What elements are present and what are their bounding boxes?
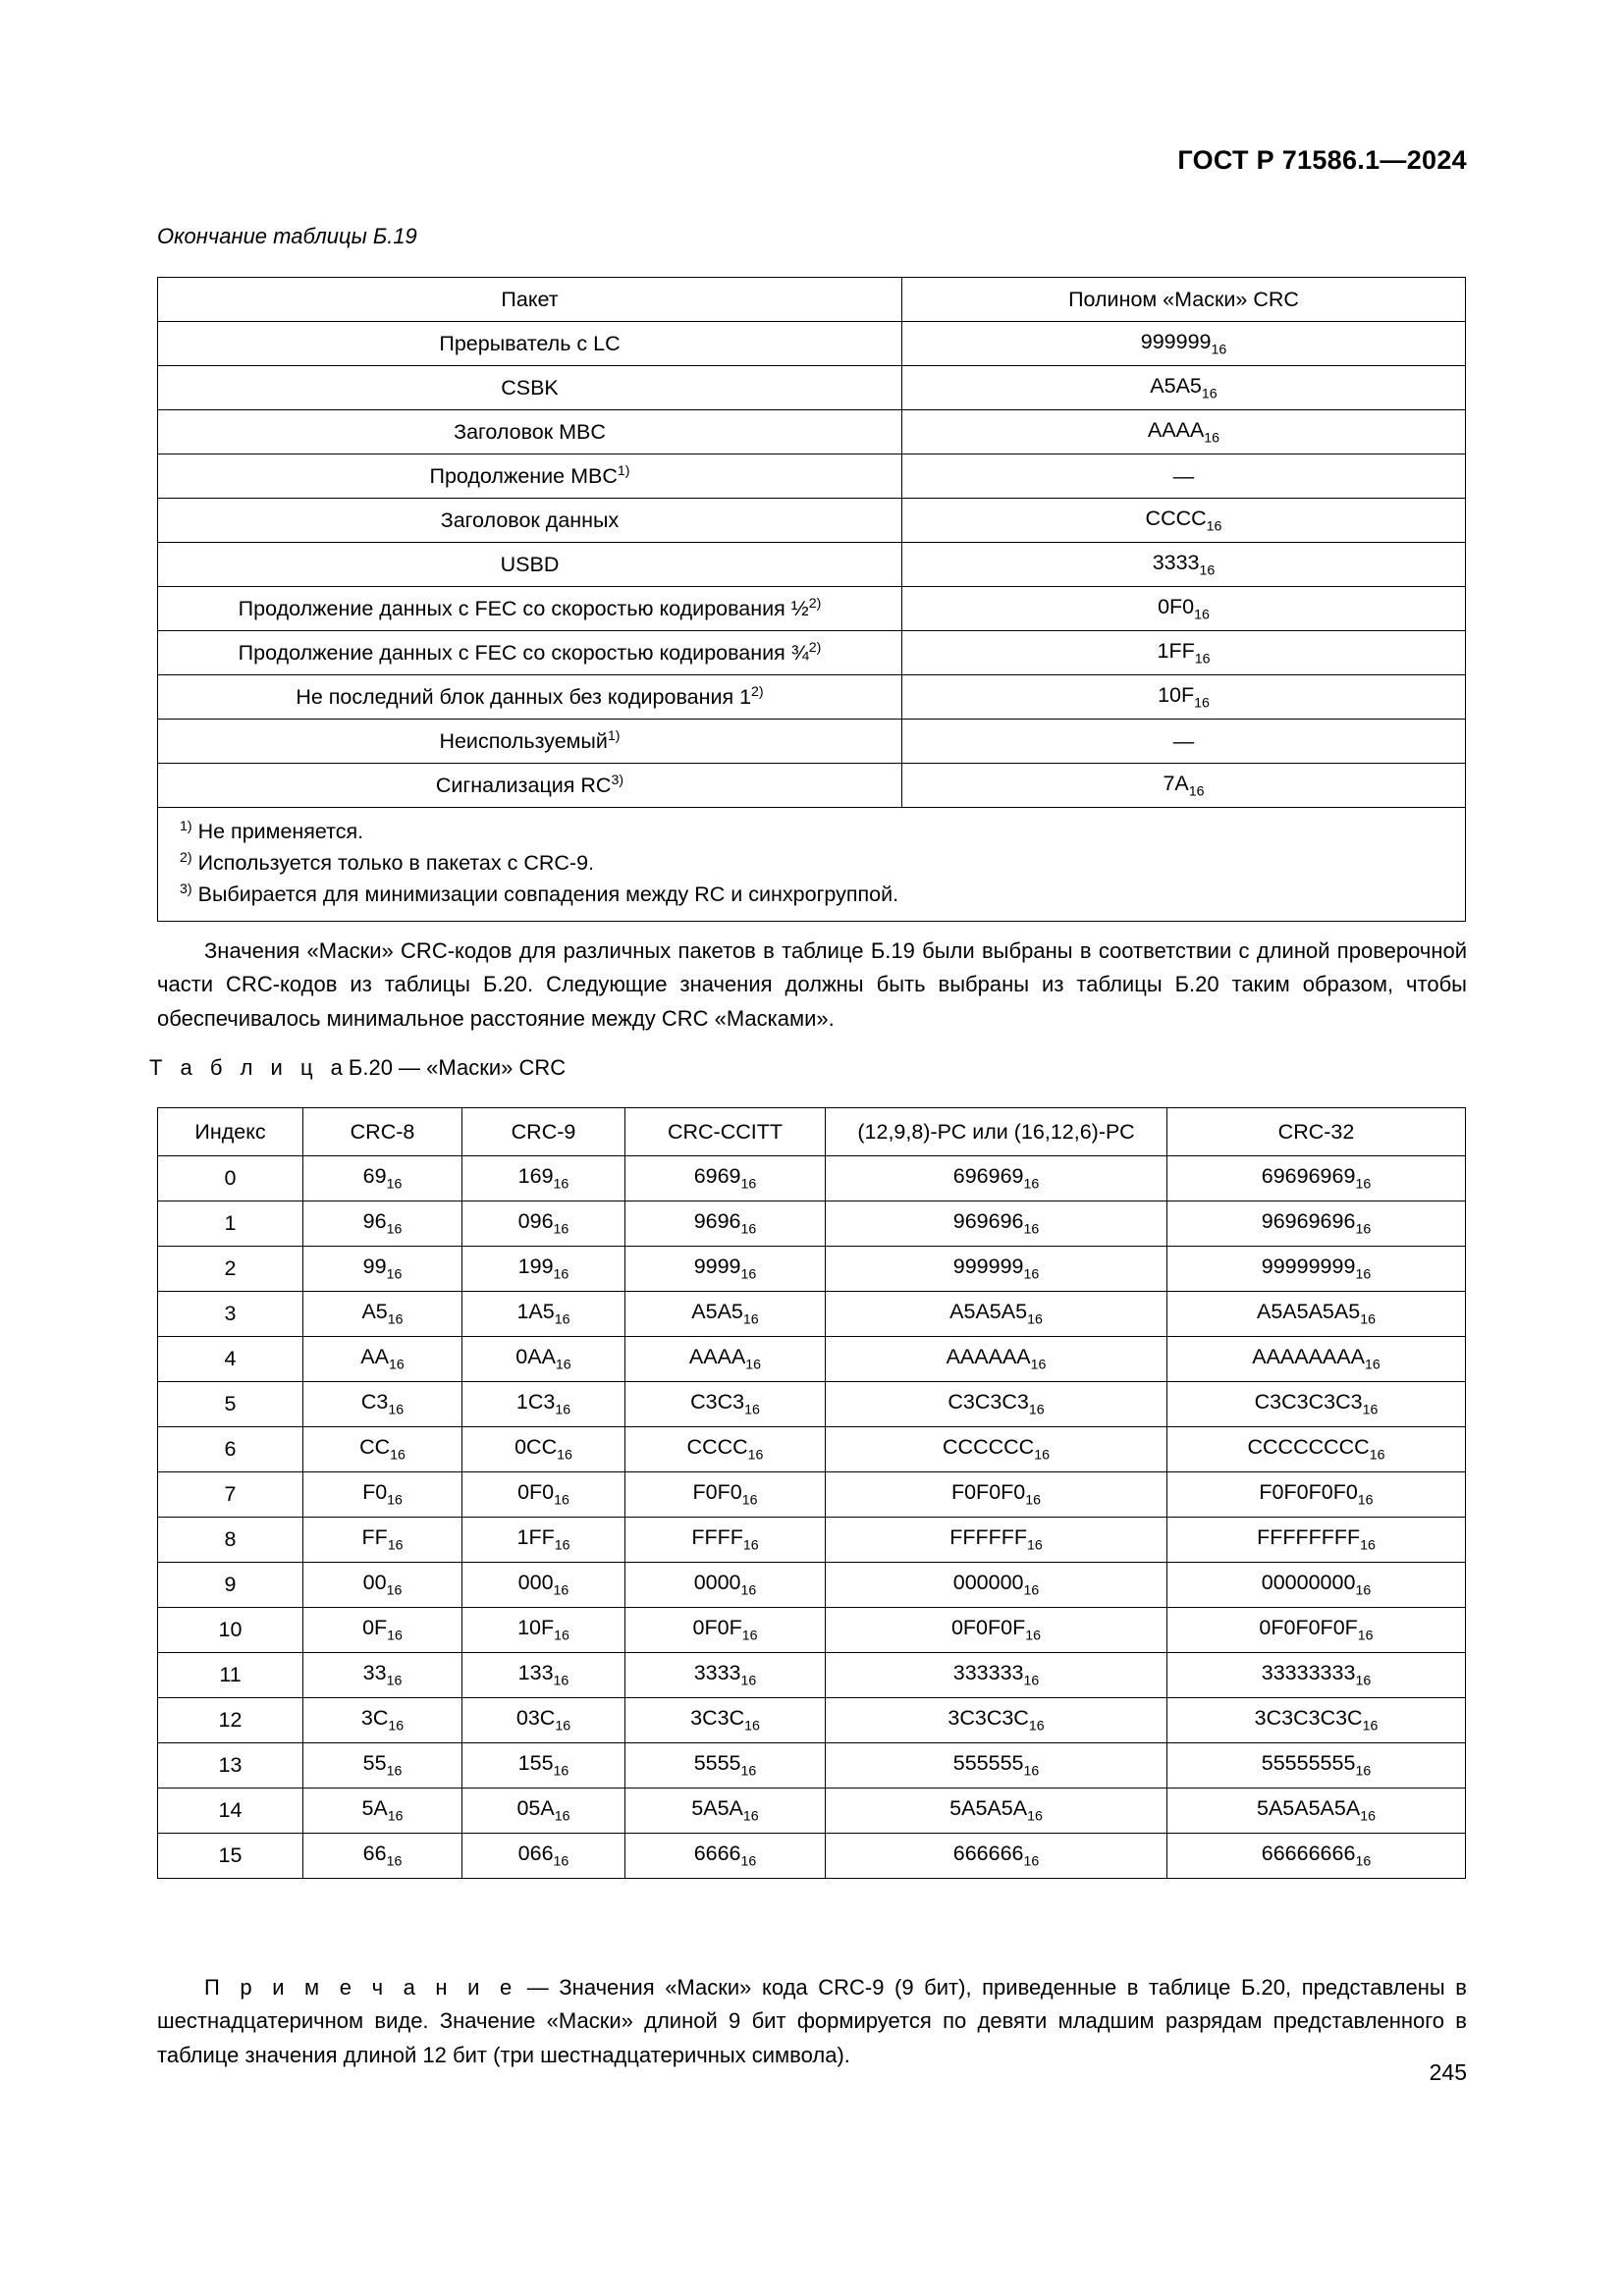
cell-index: 3 bbox=[158, 1292, 303, 1337]
header-crc32: CRC-32 bbox=[1167, 1108, 1466, 1156]
radix-subscript: 16 bbox=[554, 1492, 569, 1509]
radix-subscript: 16 bbox=[1206, 518, 1222, 535]
footnote-line: $^{1)}$ Не применяется. bbox=[180, 819, 364, 844]
cell-pc: $C3C3C3_{16}$ bbox=[826, 1382, 1167, 1427]
cell-crc8: $99_{16}$ bbox=[303, 1247, 462, 1292]
cell-packet: Неиспользуемый$^{1)}$ bbox=[158, 720, 902, 764]
radix-subscript: 16 bbox=[1023, 1266, 1040, 1283]
cell-pc: $A5A5A5_{16}$ bbox=[826, 1292, 1167, 1337]
table-b19-caption: Окончание таблицы Б.19 bbox=[157, 224, 417, 248]
cell-ccitt: $AAAA_{16}$ bbox=[625, 1337, 826, 1382]
radix-subscript: 16 bbox=[387, 1808, 404, 1825]
cell-ccitt: $9999_{16}$ bbox=[625, 1247, 826, 1292]
radix-subscript: 16 bbox=[1028, 1718, 1045, 1735]
radix-subscript: 16 bbox=[1188, 783, 1205, 800]
radix-subscript: 16 bbox=[744, 1402, 760, 1418]
cell-index: 13 bbox=[158, 1743, 303, 1789]
footnote-marker: 1) bbox=[180, 819, 192, 834]
cell-crc9: $1FF_{16}$ bbox=[462, 1518, 625, 1563]
cell-ccitt: $F0F0_{16}$ bbox=[625, 1472, 826, 1518]
radix-subscript: 16 bbox=[1034, 1447, 1050, 1464]
cell-index: 6 bbox=[158, 1427, 303, 1472]
cell-index: 11 bbox=[158, 1653, 303, 1698]
cell-crc32: $AAAAAAAA_{16}$ bbox=[1167, 1337, 1466, 1382]
radix-subscript: 16 bbox=[1023, 1582, 1040, 1599]
radix-subscript: 16 bbox=[1204, 430, 1220, 447]
radix-subscript: 16 bbox=[1023, 1673, 1040, 1689]
footnote-marker: 2) bbox=[808, 595, 822, 612]
radix-subscript: 16 bbox=[386, 1582, 403, 1599]
cell-crc9: $155_{16}$ bbox=[462, 1743, 625, 1789]
cell-crc9: $1C3_{16}$ bbox=[462, 1382, 625, 1427]
radix-subscript: 16 bbox=[555, 1402, 571, 1418]
table-row bbox=[158, 764, 1466, 808]
radix-subscript: 16 bbox=[741, 1492, 758, 1509]
table-row bbox=[158, 410, 1466, 454]
cell-pc: $FFFFFF_{16}$ bbox=[826, 1518, 1167, 1563]
cell-crc9: $10F_{16}$ bbox=[462, 1608, 625, 1653]
cell-polynomial: $CCCC_{16}$ bbox=[902, 499, 1466, 543]
cell-ccitt: $6969_{16}$ bbox=[625, 1156, 826, 1201]
cell-crc9: $199_{16}$ bbox=[462, 1247, 625, 1292]
table-row bbox=[158, 454, 1466, 499]
cell-packet: USBD bbox=[158, 543, 902, 587]
radix-subscript: 16 bbox=[1025, 1492, 1042, 1509]
cell-ccitt: $0F0F_{16}$ bbox=[625, 1608, 826, 1653]
cell-crc9: $0AA_{16}$ bbox=[462, 1337, 625, 1382]
radix-subscript: 16 bbox=[553, 1763, 569, 1780]
radix-subscript: 16 bbox=[553, 1673, 569, 1689]
radix-subscript: 16 bbox=[740, 1673, 757, 1689]
cell-pc: $AAAAAA_{16}$ bbox=[826, 1337, 1167, 1382]
radix-subscript: 16 bbox=[1023, 1221, 1040, 1238]
header-polynomial: Полином «Маски» CRC bbox=[902, 278, 1466, 322]
radix-subscript: 16 bbox=[553, 1853, 569, 1870]
cell-crc9: $05A_{16}$ bbox=[462, 1789, 625, 1834]
cell-index: 9 bbox=[158, 1563, 303, 1608]
radix-subscript: 16 bbox=[553, 1176, 569, 1193]
cell-ccitt: $FFFF_{16}$ bbox=[625, 1518, 826, 1563]
cell-crc32: $66666666_{16}$ bbox=[1167, 1834, 1466, 1879]
cell-ccitt: $9696_{16}$ bbox=[625, 1201, 826, 1247]
radix-subscript: 16 bbox=[387, 1537, 404, 1554]
cell-index: 7 bbox=[158, 1472, 303, 1518]
cell-pc: $696969_{16}$ bbox=[826, 1156, 1167, 1201]
cell-crc32: $C3C3C3C3_{16}$ bbox=[1167, 1382, 1466, 1427]
table-b19 bbox=[157, 277, 1466, 922]
table-row bbox=[158, 1834, 1466, 1879]
standard-header: ГОСТ Р 71586.1—2024 bbox=[1177, 145, 1467, 175]
table-row bbox=[158, 543, 1466, 587]
footnote-marker: 2) bbox=[180, 849, 192, 866]
cell-ccitt: $5A5A_{16}$ bbox=[625, 1789, 826, 1834]
radix-subscript: 16 bbox=[1194, 607, 1210, 623]
radix-subscript: 16 bbox=[1360, 1537, 1376, 1554]
table-row bbox=[158, 587, 1466, 631]
footnote-marker: 3) bbox=[180, 881, 192, 897]
radix-subscript: 16 bbox=[1360, 1808, 1376, 1825]
header-crc9: CRC-9 bbox=[462, 1108, 625, 1156]
radix-subscript: 16 bbox=[386, 1221, 403, 1238]
cell-packet: Продолжение данных с FEC со скоростью кодирования ¾$^{2)}$ bbox=[158, 631, 902, 675]
cell-crc32: $FFFFFFFF_{16}$ bbox=[1167, 1518, 1466, 1563]
cell-packet: Сигнализация RC$^{3)}$ bbox=[158, 764, 902, 808]
table-row bbox=[158, 1472, 1466, 1518]
footnote-marker: 3) bbox=[611, 772, 624, 788]
table-row bbox=[158, 322, 1466, 366]
cell-crc32: $99999999_{16}$ bbox=[1167, 1247, 1466, 1292]
cell-crc8: $66_{16}$ bbox=[303, 1834, 462, 1879]
cell-pc: $3C3C3C_{16}$ bbox=[826, 1698, 1167, 1743]
footnote-line: $^{2)}$ Используется только в пакетах с CRC-9. bbox=[180, 849, 594, 875]
table-row bbox=[158, 1698, 1466, 1743]
radix-subscript: 16 bbox=[1027, 1537, 1043, 1554]
radix-subscript: 16 bbox=[553, 1266, 569, 1283]
cell-crc8: $CC_{16}$ bbox=[303, 1427, 462, 1472]
radix-subscript: 16 bbox=[1369, 1447, 1385, 1464]
radix-subscript: 16 bbox=[386, 1763, 403, 1780]
cell-crc9: $03C_{16}$ bbox=[462, 1698, 625, 1743]
radix-subscript: 16 bbox=[554, 1537, 570, 1554]
table-row bbox=[158, 675, 1466, 720]
radix-subscript: 16 bbox=[386, 1853, 403, 1870]
cell-crc32: $96969696_{16}$ bbox=[1167, 1201, 1466, 1247]
cell-crc8: $00_{16}$ bbox=[303, 1563, 462, 1608]
note-label: П р и м е ч а н и е bbox=[204, 1975, 517, 2000]
radix-subscript: 16 bbox=[387, 1311, 404, 1328]
radix-subscript: 16 bbox=[1357, 1492, 1374, 1509]
cell-crc9: $066_{16}$ bbox=[462, 1834, 625, 1879]
cell-crc8: $A5_{16}$ bbox=[303, 1292, 462, 1337]
cell-ccitt: $3C3C_{16}$ bbox=[625, 1698, 826, 1743]
table-row bbox=[158, 1789, 1466, 1834]
cell-ccitt: $C3C3_{16}$ bbox=[625, 1382, 826, 1427]
table-b20 bbox=[157, 1107, 1466, 1879]
radix-subscript: 16 bbox=[1355, 1853, 1372, 1870]
radix-subscript: 16 bbox=[553, 1221, 569, 1238]
radix-subscript: 16 bbox=[1355, 1673, 1372, 1689]
cell-ccitt: $3333_{16}$ bbox=[625, 1653, 826, 1698]
cell-crc8: $F0_{16}$ bbox=[303, 1472, 462, 1518]
cell-index: 1 bbox=[158, 1201, 303, 1247]
radix-subscript: 16 bbox=[555, 1357, 571, 1373]
radix-subscript: 16 bbox=[1211, 342, 1227, 358]
radix-subscript: 16 bbox=[1362, 1402, 1379, 1418]
cell-crc32: $5A5A5A5A_{16}$ bbox=[1167, 1789, 1466, 1834]
radix-subscript: 16 bbox=[555, 1718, 571, 1735]
cell-crc32: $55555555_{16}$ bbox=[1167, 1743, 1466, 1789]
table-row bbox=[158, 631, 1466, 675]
table-b20-caption bbox=[149, 1055, 566, 1081]
cell-ccitt: $CCCC_{16}$ bbox=[625, 1427, 826, 1472]
radix-subscript: 16 bbox=[1194, 651, 1211, 667]
header-packet: Пакет bbox=[158, 278, 902, 322]
cell-crc32: $0F0F0F0F_{16}$ bbox=[1167, 1608, 1466, 1653]
radix-subscript: 16 bbox=[747, 1447, 764, 1464]
cell-packet: Заголовок MBC bbox=[158, 410, 902, 454]
radix-subscript: 16 bbox=[1355, 1266, 1372, 1283]
cell-pc: $CCCCCC_{16}$ bbox=[826, 1427, 1167, 1472]
cell-polynomial: — bbox=[902, 454, 1466, 499]
cell-polynomial: $AAAA_{16}$ bbox=[902, 410, 1466, 454]
radix-subscript: 16 bbox=[388, 1718, 405, 1735]
cell-ccitt: $A5A5_{16}$ bbox=[625, 1292, 826, 1337]
cell-crc9: $1A5_{16}$ bbox=[462, 1292, 625, 1337]
radix-subscript: 16 bbox=[386, 1673, 403, 1689]
radix-subscript: 16 bbox=[1355, 1176, 1372, 1193]
radix-subscript: 16 bbox=[742, 1537, 759, 1554]
table-header-row bbox=[158, 278, 1466, 322]
cell-polynomial: — bbox=[902, 720, 1466, 764]
page-number: 245 bbox=[1429, 2059, 1467, 2085]
cell-index: 15 bbox=[158, 1834, 303, 1879]
cell-crc9: $0F0_{16}$ bbox=[462, 1472, 625, 1518]
cell-crc8: $0F_{16}$ bbox=[303, 1608, 462, 1653]
table-row bbox=[158, 499, 1466, 543]
cell-crc8: $3C_{16}$ bbox=[303, 1698, 462, 1743]
radix-subscript: 16 bbox=[1023, 1176, 1040, 1193]
header-pc: (12,9,8)-РС или (16,12,6)-РС bbox=[826, 1108, 1167, 1156]
radix-subscript: 16 bbox=[1030, 1357, 1047, 1373]
cell-polynomial: $A5A5_{16}$ bbox=[902, 366, 1466, 410]
radix-subscript: 16 bbox=[1360, 1311, 1376, 1328]
cell-index: 12 bbox=[158, 1698, 303, 1743]
radix-subscript: 16 bbox=[1028, 1402, 1045, 1418]
table-row bbox=[158, 366, 1466, 410]
radix-subscript: 16 bbox=[1027, 1311, 1043, 1328]
table-row bbox=[158, 1337, 1466, 1382]
cell-pc: $969696_{16}$ bbox=[826, 1201, 1167, 1247]
radix-subscript: 16 bbox=[740, 1763, 757, 1780]
cell-packet: Прерыватель с LC bbox=[158, 322, 902, 366]
cell-crc32: $69696969_{16}$ bbox=[1167, 1156, 1466, 1201]
radix-subscript: 16 bbox=[1027, 1808, 1043, 1825]
header-index: Индекс bbox=[158, 1108, 303, 1156]
cell-crc8: $5A_{16}$ bbox=[303, 1789, 462, 1834]
cell-crc9: $169_{16}$ bbox=[462, 1156, 625, 1201]
radix-subscript: 16 bbox=[387, 1492, 403, 1509]
radix-subscript: 16 bbox=[1362, 1718, 1379, 1735]
cell-packet: Продолжение данных с FEC со скоростью кодирования ½$^{2)}$ bbox=[158, 587, 902, 631]
cell-crc8: $AA_{16}$ bbox=[303, 1337, 462, 1382]
cell-crc32: $33333333_{16}$ bbox=[1167, 1653, 1466, 1698]
table-row bbox=[158, 1156, 1466, 1201]
radix-subscript: 16 bbox=[1355, 1582, 1372, 1599]
cell-index: 2 bbox=[158, 1247, 303, 1292]
radix-subscript: 16 bbox=[386, 1176, 403, 1193]
paragraph-after-b19: Значения «Маски» CRC-кодов для различных пакетов в таблице Б.19 были выбраны в соответствии с длиной проверочной части CRC-кодов из таблицы Б.20. Следующие значения должны быть выбраны из таблицы Б.20 таким образом, чтобы обеспечивалось минимальное расстояние между CRC «Масками». bbox=[157, 938, 1467, 1031]
table-header-row bbox=[158, 1108, 1466, 1156]
radix-subscript: 16 bbox=[740, 1266, 757, 1283]
table-row bbox=[158, 720, 1466, 764]
cell-polynomial: $999999_{16}$ bbox=[902, 322, 1466, 366]
table-footnotes-row bbox=[158, 808, 1466, 922]
cell-crc9: $133_{16}$ bbox=[462, 1653, 625, 1698]
cell-crc8: $FF_{16}$ bbox=[303, 1518, 462, 1563]
cell-polynomial: $1FF_{16}$ bbox=[902, 631, 1466, 675]
radix-subscript: 16 bbox=[740, 1176, 757, 1193]
radix-subscript: 16 bbox=[742, 1808, 759, 1825]
cell-crc8: $33_{16}$ bbox=[303, 1653, 462, 1698]
radix-subscript: 16 bbox=[741, 1628, 758, 1644]
cell-pc: $F0F0F0_{16}$ bbox=[826, 1472, 1167, 1518]
table-b19-footnotes bbox=[158, 808, 1466, 922]
table-row bbox=[158, 1247, 1466, 1292]
cell-index: 4 bbox=[158, 1337, 303, 1382]
table-b20-caption-label: Т а б л и ц а bbox=[149, 1055, 349, 1080]
radix-subscript: 16 bbox=[742, 1311, 759, 1328]
radix-subscript: 16 bbox=[1199, 562, 1216, 579]
radix-subscript: 16 bbox=[1023, 1853, 1040, 1870]
table-row bbox=[158, 1563, 1466, 1608]
radix-subscript: 16 bbox=[388, 1402, 405, 1418]
header-ccitt: CRC-CCITT bbox=[625, 1108, 826, 1156]
radix-subscript: 16 bbox=[1023, 1763, 1040, 1780]
radix-subscript: 16 bbox=[740, 1853, 757, 1870]
cell-packet: Заголовок данных bbox=[158, 499, 902, 543]
cell-crc9: $000_{16}$ bbox=[462, 1563, 625, 1608]
radix-subscript: 16 bbox=[1355, 1763, 1372, 1780]
radix-subscript: 16 bbox=[390, 1447, 406, 1464]
cell-crc32: $A5A5A5A5_{16}$ bbox=[1167, 1292, 1466, 1337]
table-row bbox=[158, 1201, 1466, 1247]
table-row bbox=[158, 1608, 1466, 1653]
note-text: — Значения «Маски» кода CRC-9 (9 бит), приведенные в таблице Б.20, представлены в шестнадцатеричном виде. Значение «Маски» длиной 9 бит формируется по девяти младшим разрядам представленного в таблице значения длиной 12 бит (три шестнадцатеричных символа). bbox=[157, 1975, 1467, 2067]
radix-subscript: 16 bbox=[744, 1718, 760, 1735]
cell-crc8: $69_{16}$ bbox=[303, 1156, 462, 1201]
footnote-line: $^{3)}$ Выбирается для минимизации совпадения между RC и синхрогруппой. bbox=[180, 881, 899, 906]
footnote-marker: 2) bbox=[751, 683, 764, 700]
cell-polynomial: $0F0_{16}$ bbox=[902, 587, 1466, 631]
cell-crc8: $C3_{16}$ bbox=[303, 1382, 462, 1427]
radix-subscript: 16 bbox=[1194, 695, 1210, 712]
table-b20-caption-rest: Б.20 — «Маски» CRC bbox=[348, 1055, 567, 1080]
note-paragraph bbox=[157, 1971, 1467, 2072]
cell-pc: $666666_{16}$ bbox=[826, 1834, 1167, 1879]
radix-subscript: 16 bbox=[386, 1266, 403, 1283]
cell-polynomial: $3333_{16}$ bbox=[902, 543, 1466, 587]
cell-packet: CSBK bbox=[158, 366, 902, 410]
radix-subscript: 16 bbox=[387, 1628, 403, 1644]
radix-subscript: 16 bbox=[740, 1221, 757, 1238]
radix-subscript: 16 bbox=[554, 1311, 570, 1328]
radix-subscript: 16 bbox=[740, 1582, 757, 1599]
radix-subscript: 16 bbox=[1025, 1628, 1042, 1644]
cell-pc: $0F0F0F_{16}$ bbox=[826, 1608, 1167, 1653]
table-row bbox=[158, 1382, 1466, 1427]
cell-index: 10 bbox=[158, 1608, 303, 1653]
cell-index: 8 bbox=[158, 1518, 303, 1563]
table-row bbox=[158, 1743, 1466, 1789]
radix-subscript: 16 bbox=[557, 1447, 572, 1464]
cell-ccitt: $0000_{16}$ bbox=[625, 1563, 826, 1608]
table-row bbox=[158, 1427, 1466, 1472]
footnote-marker: 1) bbox=[607, 727, 621, 744]
cell-crc9: $096_{16}$ bbox=[462, 1201, 625, 1247]
header-crc8: CRC-8 bbox=[303, 1108, 462, 1156]
radix-subscript: 16 bbox=[1355, 1221, 1372, 1238]
radix-subscript: 16 bbox=[554, 1628, 569, 1644]
radix-subscript: 16 bbox=[745, 1357, 762, 1373]
radix-subscript: 16 bbox=[1364, 1357, 1380, 1373]
radix-subscript: 16 bbox=[1357, 1628, 1374, 1644]
radix-subscript: 16 bbox=[554, 1808, 570, 1825]
table-row bbox=[158, 1653, 1466, 1698]
cell-pc: $555555_{16}$ bbox=[826, 1743, 1167, 1789]
cell-ccitt: $5555_{16}$ bbox=[625, 1743, 826, 1789]
cell-crc32: $3C3C3C3C_{16}$ bbox=[1167, 1698, 1466, 1743]
cell-index: 0 bbox=[158, 1156, 303, 1201]
cell-packet: Не последний блок данных без кодирования 1$^{2)}$ bbox=[158, 675, 902, 720]
cell-crc32: $F0F0F0F0_{16}$ bbox=[1167, 1472, 1466, 1518]
radix-subscript: 16 bbox=[553, 1582, 569, 1599]
cell-pc: $333333_{16}$ bbox=[826, 1653, 1167, 1698]
footnote-marker: 2) bbox=[808, 639, 822, 656]
cell-crc8: $55_{16}$ bbox=[303, 1743, 462, 1789]
radix-subscript: 16 bbox=[388, 1357, 405, 1373]
radix-subscript: 16 bbox=[1201, 386, 1218, 402]
cell-crc32: $00000000_{16}$ bbox=[1167, 1563, 1466, 1608]
cell-crc8: $96_{16}$ bbox=[303, 1201, 462, 1247]
table-row bbox=[158, 1292, 1466, 1337]
cell-pc: $5A5A5A_{16}$ bbox=[826, 1789, 1167, 1834]
cell-ccitt: $6666_{16}$ bbox=[625, 1834, 826, 1879]
cell-polynomial: $7A_{16}$ bbox=[902, 764, 1466, 808]
cell-index: 14 bbox=[158, 1789, 303, 1834]
cell-crc32: $CCCCCCCC_{16}$ bbox=[1167, 1427, 1466, 1472]
cell-packet: Продолжение MBC$^{1)}$ bbox=[158, 454, 902, 499]
footnote-marker: 1) bbox=[617, 462, 630, 479]
cell-crc9: $0CC_{16}$ bbox=[462, 1427, 625, 1472]
cell-pc: $000000_{16}$ bbox=[826, 1563, 1167, 1608]
cell-index: 5 bbox=[158, 1382, 303, 1427]
cell-polynomial: $10F_{16}$ bbox=[902, 675, 1466, 720]
cell-pc: $999999_{16}$ bbox=[826, 1247, 1167, 1292]
table-row bbox=[158, 1518, 1466, 1563]
